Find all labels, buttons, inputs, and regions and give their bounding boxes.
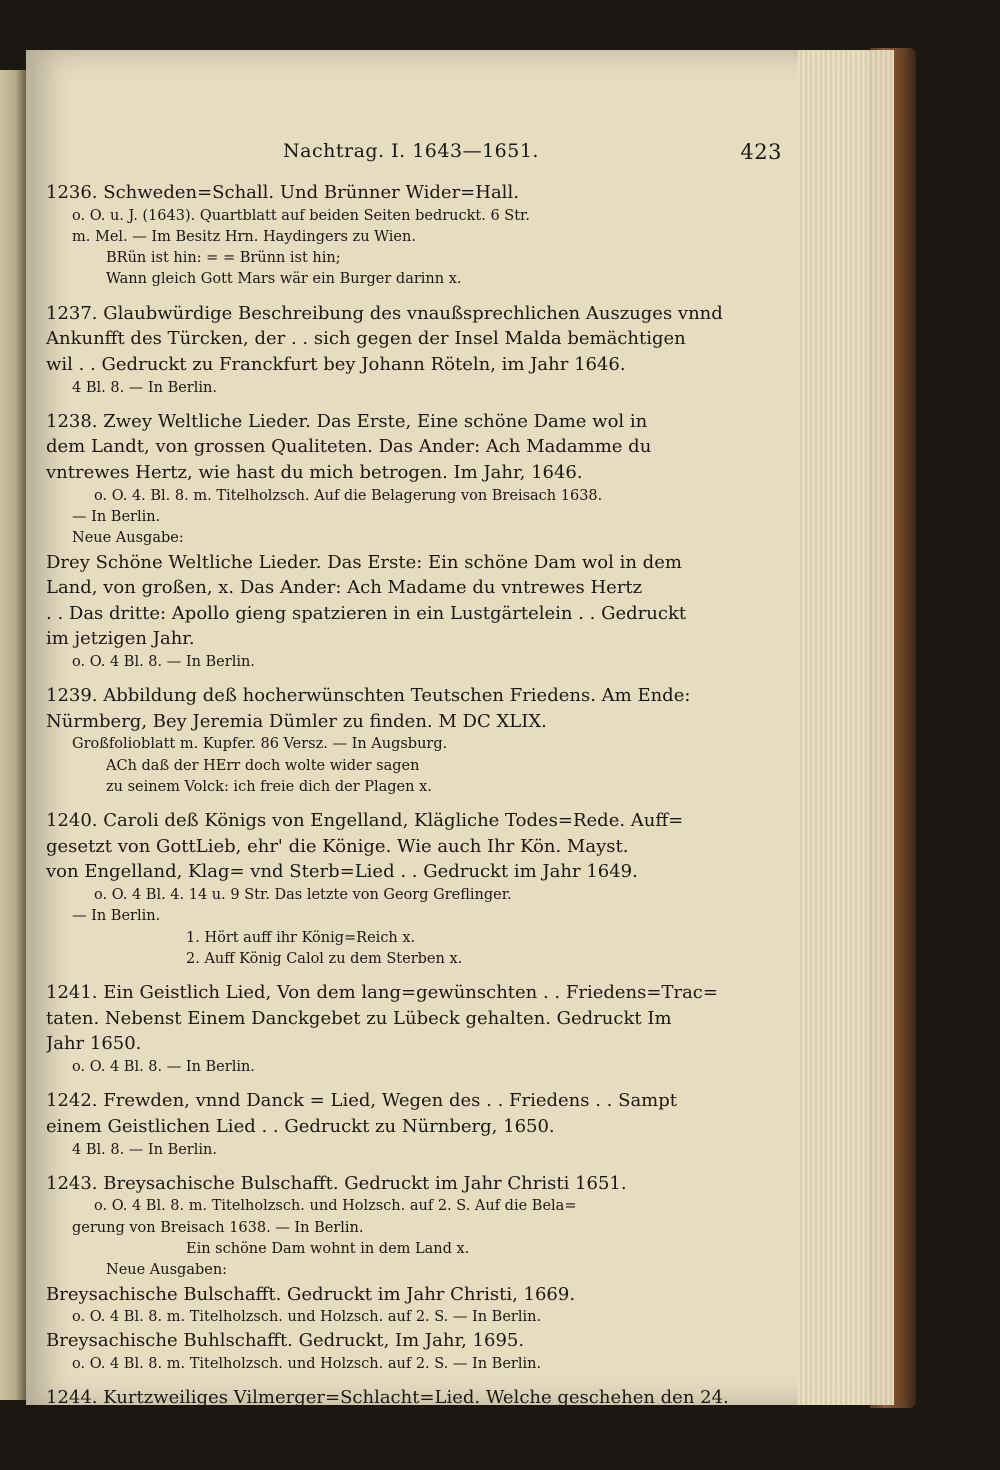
- entry-note-line: Neue Ausgabe:: [72, 530, 184, 547]
- bibliography-entries: [46, 180, 776, 1411]
- entry-note-line: m. Mel. — Im Besitz Hrn. Haydingers zu Wien.: [72, 228, 416, 245]
- page-number: 423: [740, 140, 782, 164]
- entry-line: Breysachische Buhlschafft. Gedruckt, Im Jahr, 1695.: [46, 1330, 525, 1352]
- entry-note-line: o. O. 4 Bl. 8. — In Berlin.: [72, 1059, 255, 1076]
- entry-note-line: zu seinem Volck: ich freie dich der Plagen x.: [106, 778, 432, 795]
- entry-gap: [46, 970, 776, 980]
- entry-note-line: o. O. 4 Bl. 8. m. Titelholzsch. und Holzsch. auf 2. S. Auf die Bela=: [94, 1198, 577, 1215]
- entry-line: Drey Schöne Weltliche Lieder. Das Erste: Ein schöne Dam wol in dem: [46, 551, 682, 573]
- book-page: [26, 50, 868, 1409]
- entry-line: 1239. Abbildung deß hocherwünschten Teutschen Friedens. Am Ende:: [46, 685, 691, 707]
- entry-note-line: Wann gleich Gott Mars wär ein Burger darinn x.: [106, 271, 462, 288]
- entry-note-line: 4 Bl. 8. — In Berlin.: [72, 1141, 217, 1158]
- entry-line: wil . . Gedruckt zu Franckfurt bey Johann Röteln, im Jahr 1646.: [46, 353, 626, 375]
- entry-note-line: o. O. 4 Bl. 8. m. Titelholzsch. und Holzsch. auf 2. S. — In Berlin.: [72, 1356, 542, 1373]
- entry-line: im jetzigen Jahr.: [46, 628, 195, 650]
- entry-gap: [46, 798, 776, 808]
- running-header: [46, 140, 782, 180]
- entry-line: vntrewes Hertz, wie hast du mich betrogen. Im Jahr, 1646.: [46, 462, 583, 484]
- entry-note-line: — In Berlin.: [72, 908, 161, 925]
- entry-line: 1241. Ein Geistlich Lied, Von dem lang=gewünschten . . Friedens=Trac=: [46, 982, 718, 1004]
- entry-line: Nürmberg, Bey Jeremia Dümler zu finden. M DC XLIX.: [46, 710, 547, 732]
- entry-note-line: — In Berlin.: [72, 508, 161, 525]
- entry-line: 1240. Caroli deß Königs von Engelland, Klägliche Todes=Rede. Auff=: [46, 810, 684, 832]
- entry-line: Jahr 1650.: [46, 1033, 142, 1055]
- entry-note-line: o. O. u. J. (1643). Quartblatt auf beiden Seiten bedruckt. 6 Str.: [72, 207, 530, 224]
- entry-note-line: gerung von Breisach 1638. — In Berlin.: [72, 1219, 364, 1236]
- entry-line: Land, von großen, x. Das Ander: Ach Madame du vntrewes Hertz: [46, 577, 643, 599]
- running-title: Nachtrag. I. 1643—1651.: [283, 140, 539, 162]
- entry-note-line: 4 Bl. 8. — In Berlin.: [72, 379, 217, 396]
- entry-line: dem Landt, von grossen Qualiteten. Das Ander: Ach Madamme du: [46, 436, 652, 458]
- entry-note-line: o. O. 4 Bl. 4. 14 u. 9 Str. Das letzte von Georg Greflinger.: [94, 887, 512, 904]
- entry-line: einem Geistlichen Lied . . Gedruckt zu Nürnberg, 1650.: [46, 1115, 555, 1137]
- entry-line: gesetzt von GottLieb, ehr' die Könige. Wie auch Ihr Kön. Mayst.: [46, 835, 629, 857]
- page-edges: [798, 50, 894, 1405]
- entry-gap: [46, 399, 776, 409]
- entry-note-line: 2. Auff König Calol zu dem Sterben x.: [186, 950, 463, 967]
- entry-line: taten. Nebenst Einem Danckgebet zu Lübeck gehalten. Gedruckt Im: [46, 1007, 672, 1029]
- entry-line: Breysachische Bulschafft. Gedruckt im Jahr Christi, 1669.: [46, 1283, 576, 1305]
- page-content: [46, 140, 782, 1411]
- entry-note-line: Neue Ausgaben:: [106, 1262, 228, 1279]
- entry-note-line: Ein schöne Dam wohnt in dem Land x.: [186, 1241, 470, 1257]
- entry-note-line: o. O. 4. Bl. 8. m. Titelholzsch. Auf die Belagerung von Breisach 1638.: [94, 487, 603, 504]
- entry-line: 1242. Frewden, vnnd Danck = Lied, Wegen des . . Friedens . . Sampt: [46, 1090, 678, 1112]
- entry-gap: [46, 1161, 776, 1171]
- entry-note-line: o. O. 4 Bl. 8. — In Berlin.: [72, 653, 255, 670]
- entry-line: Ankunfft des Türcken, der . . sich gegen der Insel Malda bemächtigen: [46, 328, 686, 350]
- entry-note-line: o. O. 4 Bl. 8. m. Titelholzsch. und Holzsch. auf 2. S. — In Berlin.: [72, 1309, 542, 1326]
- entry-line: . . Das dritte: Apollo gieng spatzieren in ein Lustgärtelein . . Gedruckt: [46, 602, 687, 624]
- entry-gap: [46, 291, 776, 301]
- entry-line: 1244. Kurtzweiliges Vilmerger=Schlacht=Lied. Welche geschehen den 24.: [46, 1387, 729, 1409]
- entry-note-line: 1. Hört auff ihr König=Reich x.: [186, 929, 416, 946]
- entry-line: 1243. Breysachische Bulschafft. Gedruckt im Jahr Christi 1651.: [46, 1172, 627, 1194]
- entry-note-line: BRün ist hin: = = Brünn ist hin;: [106, 250, 341, 267]
- entry-gap: [46, 1375, 776, 1385]
- entry-line: 1237. Glaubwürdige Beschreibung des vnaußsprechlichen Auszuges vnnd: [46, 302, 723, 324]
- entry-line: 1236. Schweden=Schall. Und Brünner Wider=Hall.: [46, 182, 519, 203]
- entry-gap: [46, 1078, 776, 1088]
- entry-gap: [46, 673, 776, 683]
- entry-line: von Engelland, Klag= vnd Sterb=Lied . . Gedruckt im Jahr 1649.: [46, 861, 638, 883]
- entry-note-line: ACh daß der HErr doch wolte wider sagen: [106, 757, 420, 774]
- entry-note-line: Großfolioblatt m. Kupfer. 86 Versz. — In Augsburg.: [72, 736, 448, 753]
- entry-line: 1238. Zwey Weltliche Lieder. Das Erste, Eine schöne Dame wol in: [46, 410, 648, 432]
- facing-page-edge: [0, 70, 26, 1400]
